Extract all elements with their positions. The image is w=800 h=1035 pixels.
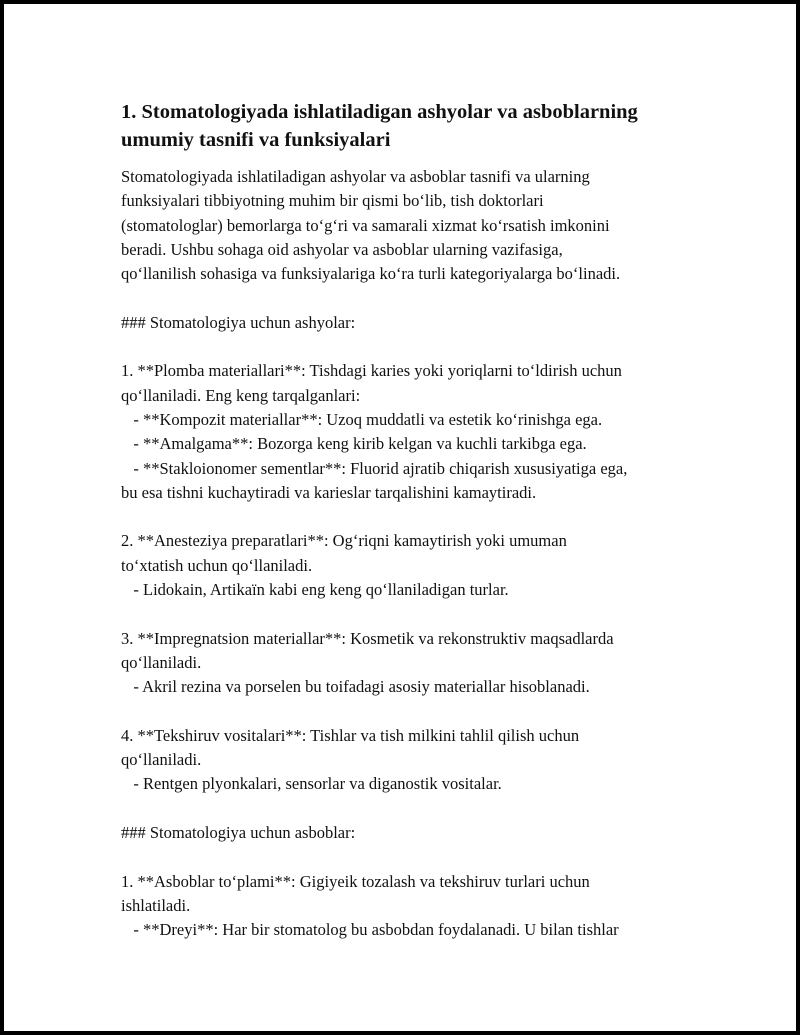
body-line: (stomatologlar) bemorlarga to‘g‘ri va samarali xizmat ko‘rsatish imkonini — [121, 215, 610, 235]
sub-list-item: - Lidokain, Artikaïn kabi eng keng qo‘llaniladigan turlar. — [121, 580, 509, 600]
section-heading: ### Stomatologiya uchun asboblar: — [121, 823, 356, 843]
blank-line — [121, 505, 701, 529]
blank-line — [121, 700, 701, 724]
blank-line — [121, 797, 701, 821]
sub-list-item: - **Amalgama**: Bozorga keng kirib kelgan va kuchli tarkibga ega. — [121, 434, 587, 454]
list-item: 2. **Anesteziya preparatlari**: Og‘riqni kamaytirish yoki umuman — [121, 531, 567, 551]
section-heading: ### Stomatologiya uchun ashyolar: — [121, 312, 356, 332]
blank-line — [121, 845, 701, 869]
blank-line — [121, 286, 701, 310]
list-item: 4. **Tekshiruv vositalari**: Tishlar va tish milkini tahlil qilish uchun — [121, 725, 580, 745]
list-item: qo‘llaniladi. Eng keng tarqalganlari: — [121, 385, 361, 405]
list-item: 3. **Impregnatsion materiallar**: Kosmetik va rekonstruktiv maqsadlarda — [121, 628, 614, 648]
list-item: ishlatiladi. — [121, 895, 191, 915]
document-title: 1. Stomatologiyada ishlatiladigan ashyolar va asboblarning umumiy tasnifi va funksiyalari — [121, 101, 638, 151]
sub-list-item: - Rentgen plyonkalari, sensorlar va diganostik vositalar. — [121, 774, 502, 794]
list-item: qo‘llaniladi. — [121, 750, 202, 770]
sub-list-item: - **Dreyi**: Har bir stomatolog bu asbobdan foydalanadi. U bilan tishlar — [121, 920, 619, 940]
document-content — [121, 98, 701, 943]
blank-line — [121, 602, 701, 626]
list-item: qo‘llaniladi. — [121, 652, 202, 672]
body-line: beradi. Ushbu sohaga oid ashyolar va asboblar ularning vazifasiga, — [121, 239, 563, 259]
body-line: funksiyalari tibbiyotning muhim bir qismi bo‘lib, tish doktorlari — [121, 191, 544, 211]
sub-list-item: bu esa tishni kuchaytiradi va karieslar tarqalishini kamaytiradi. — [121, 482, 537, 502]
list-item: 1. **Asboblar to‘plami**: Gigiyeik tozalash va tekshiruv turlari uchun — [121, 871, 590, 891]
list-item: 1. **Plomba materiallari**: Tishdagi karies yoki yoriqlarni to‘ldirish uchun — [121, 361, 622, 381]
body-line: qo‘llanilish sohasiga va funksiyalariga ko‘ra turli kategoriyalarga bo‘linadi. — [121, 264, 621, 284]
body-line: Stomatologiyada ishlatiladigan ashyolar va asboblar tasnifi va ularning — [121, 167, 590, 186]
sub-list-item: - **Stakloionomer sementlar**: Fluorid ajratib chiqarish xususiyatiga ega, — [121, 458, 628, 478]
list-item: to‘xtatish uchun qo‘llaniladi. — [121, 555, 313, 575]
blank-line — [121, 335, 701, 359]
sub-list-item: - **Kompozit materiallar**: Uzoq muddatli va estetik ko‘rinishga ega. — [121, 409, 603, 429]
sub-list-item: - Akril rezina va porselen bu toifadagi asosiy materiallar hisoblanadi. — [121, 677, 590, 697]
